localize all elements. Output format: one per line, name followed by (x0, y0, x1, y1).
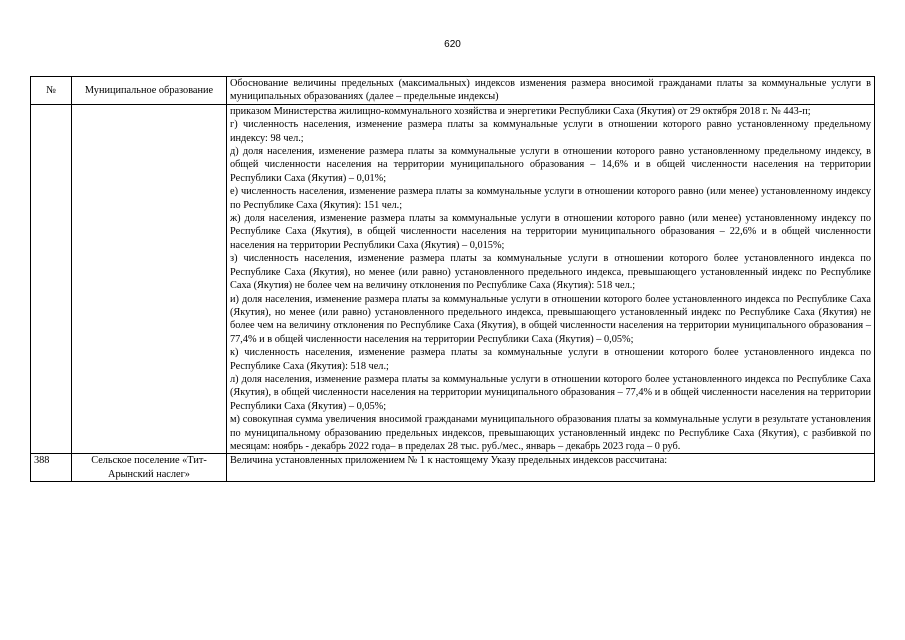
paragraph-d: д) доля населения, изменение размера платы за коммунальные услуги в отношении которого равно установленному предельному индексу, в общей численности населения на территории муниципального образования – 14,6% и в общей численности населения на территории Республики Саха (Якутия) – 0,01%; (230, 146, 871, 184)
municipality-cell (72, 104, 227, 454)
header-number: № (31, 77, 72, 105)
header-municipality: Муниципальное образование (72, 77, 227, 105)
table-header-row (31, 77, 875, 105)
row-number-cell (31, 104, 72, 454)
paragraph-e: е) численность населения, изменение размера платы за коммунальные услуги в отношении которого равно (или менее) установленному индексу по Республике Саха (Якутия): 151 чел.; (230, 186, 871, 211)
indices-table (30, 76, 875, 482)
paragraph-l: л) доля населения, изменение размера платы за коммунальные услуги в отношении которого более установленного индекса по Республике Саха (Якутия), в общей численности населения на территории муниципального образования – 77,4% и в общей численности населения на территории Республики Саха (Якутия) – 0,05%; (230, 373, 871, 412)
table-row (31, 104, 875, 454)
paragraph-zh: ж) доля населения, изменение размера платы за коммунальные услуги в отношении которого равно (или менее) установленному индексу по Республике Саха (Якутия), в общей численности населения на территории муниципального образования – 22,6% и в общей численности населения на территории Республики Саха (Якутия) – 0,015%; (230, 213, 871, 251)
paragraph-order: приказом Министерства жилищно-коммунального хозяйства и энергетики Республики Саха (Якутия) от 29 октября 2018 г. № 443-п; (230, 105, 811, 117)
paragraph-i: и) доля населения, изменение размера платы за коммунальные услуги в отношении которого более установленного индекса по Республике Саха (Якутия), но менее (или равно) установленного предельного индекса, превышающего установленный индекс по Республике Саха (Якутия) не более чем на величину отклонения по Республике Саха (Якутия), в общей численности населения на территории муниципального образования – 77,4% и в общей численности населения на территории Республики Саха (Якутия) – 0,05%; (230, 293, 871, 345)
justification-cell: Величина установленных приложением № 1 к настоящему Указу предельных индексов рассчитана: (227, 454, 875, 482)
paragraph-z: з) численность населения, изменение размера платы за коммунальные услуги в отношении которого более установленного индекса по Республике Саха (Якутия), но менее (или равно) установленного предельного индекса, превышающего установленный индекс по Республике Саха (Якутия) не более чем на величину отклонения по Республике Саха (Якутия): 518 чел.; (230, 253, 871, 292)
table-row (31, 454, 875, 482)
row-number-cell: 388 (31, 454, 72, 482)
page-number: 620 (444, 39, 461, 50)
paragraph-g: г) численность населения, изменение размера платы за коммунальные услуги в отношении которого равно установленному предельному индексу: 98 чел.; (230, 119, 871, 144)
header-justification: Обоснование величины предельных (максимальных) индексов изменения размера вносимой гражданами платы за коммунальные услуги в муниципальных образованиях (далее – предельные индексы) (227, 77, 875, 105)
justification-cell (227, 104, 875, 454)
municipality-cell: Сельское поселение «Тит-Арынский наслег» (72, 454, 227, 482)
paragraph-k: к) численность населения, изменение размера платы за коммунальные услуги в отношении которого более установленного индекса по Республике Саха (Якутия): 518 чел.; (230, 347, 871, 372)
paragraph-m: м) совокупная сумма увеличения вносимой гражданами муниципального образования платы за коммунальные услуги в результате установления по муниципальному образованию предельных индексов, превышающих установленный индекс по Республике Саха (Якутия), с разбивкой по месяцам: ноябрь - декабрь 2022 года– в пределах 28 тыс. руб./мес., январь – декабрь 2023 года – 0 руб. (230, 414, 871, 452)
